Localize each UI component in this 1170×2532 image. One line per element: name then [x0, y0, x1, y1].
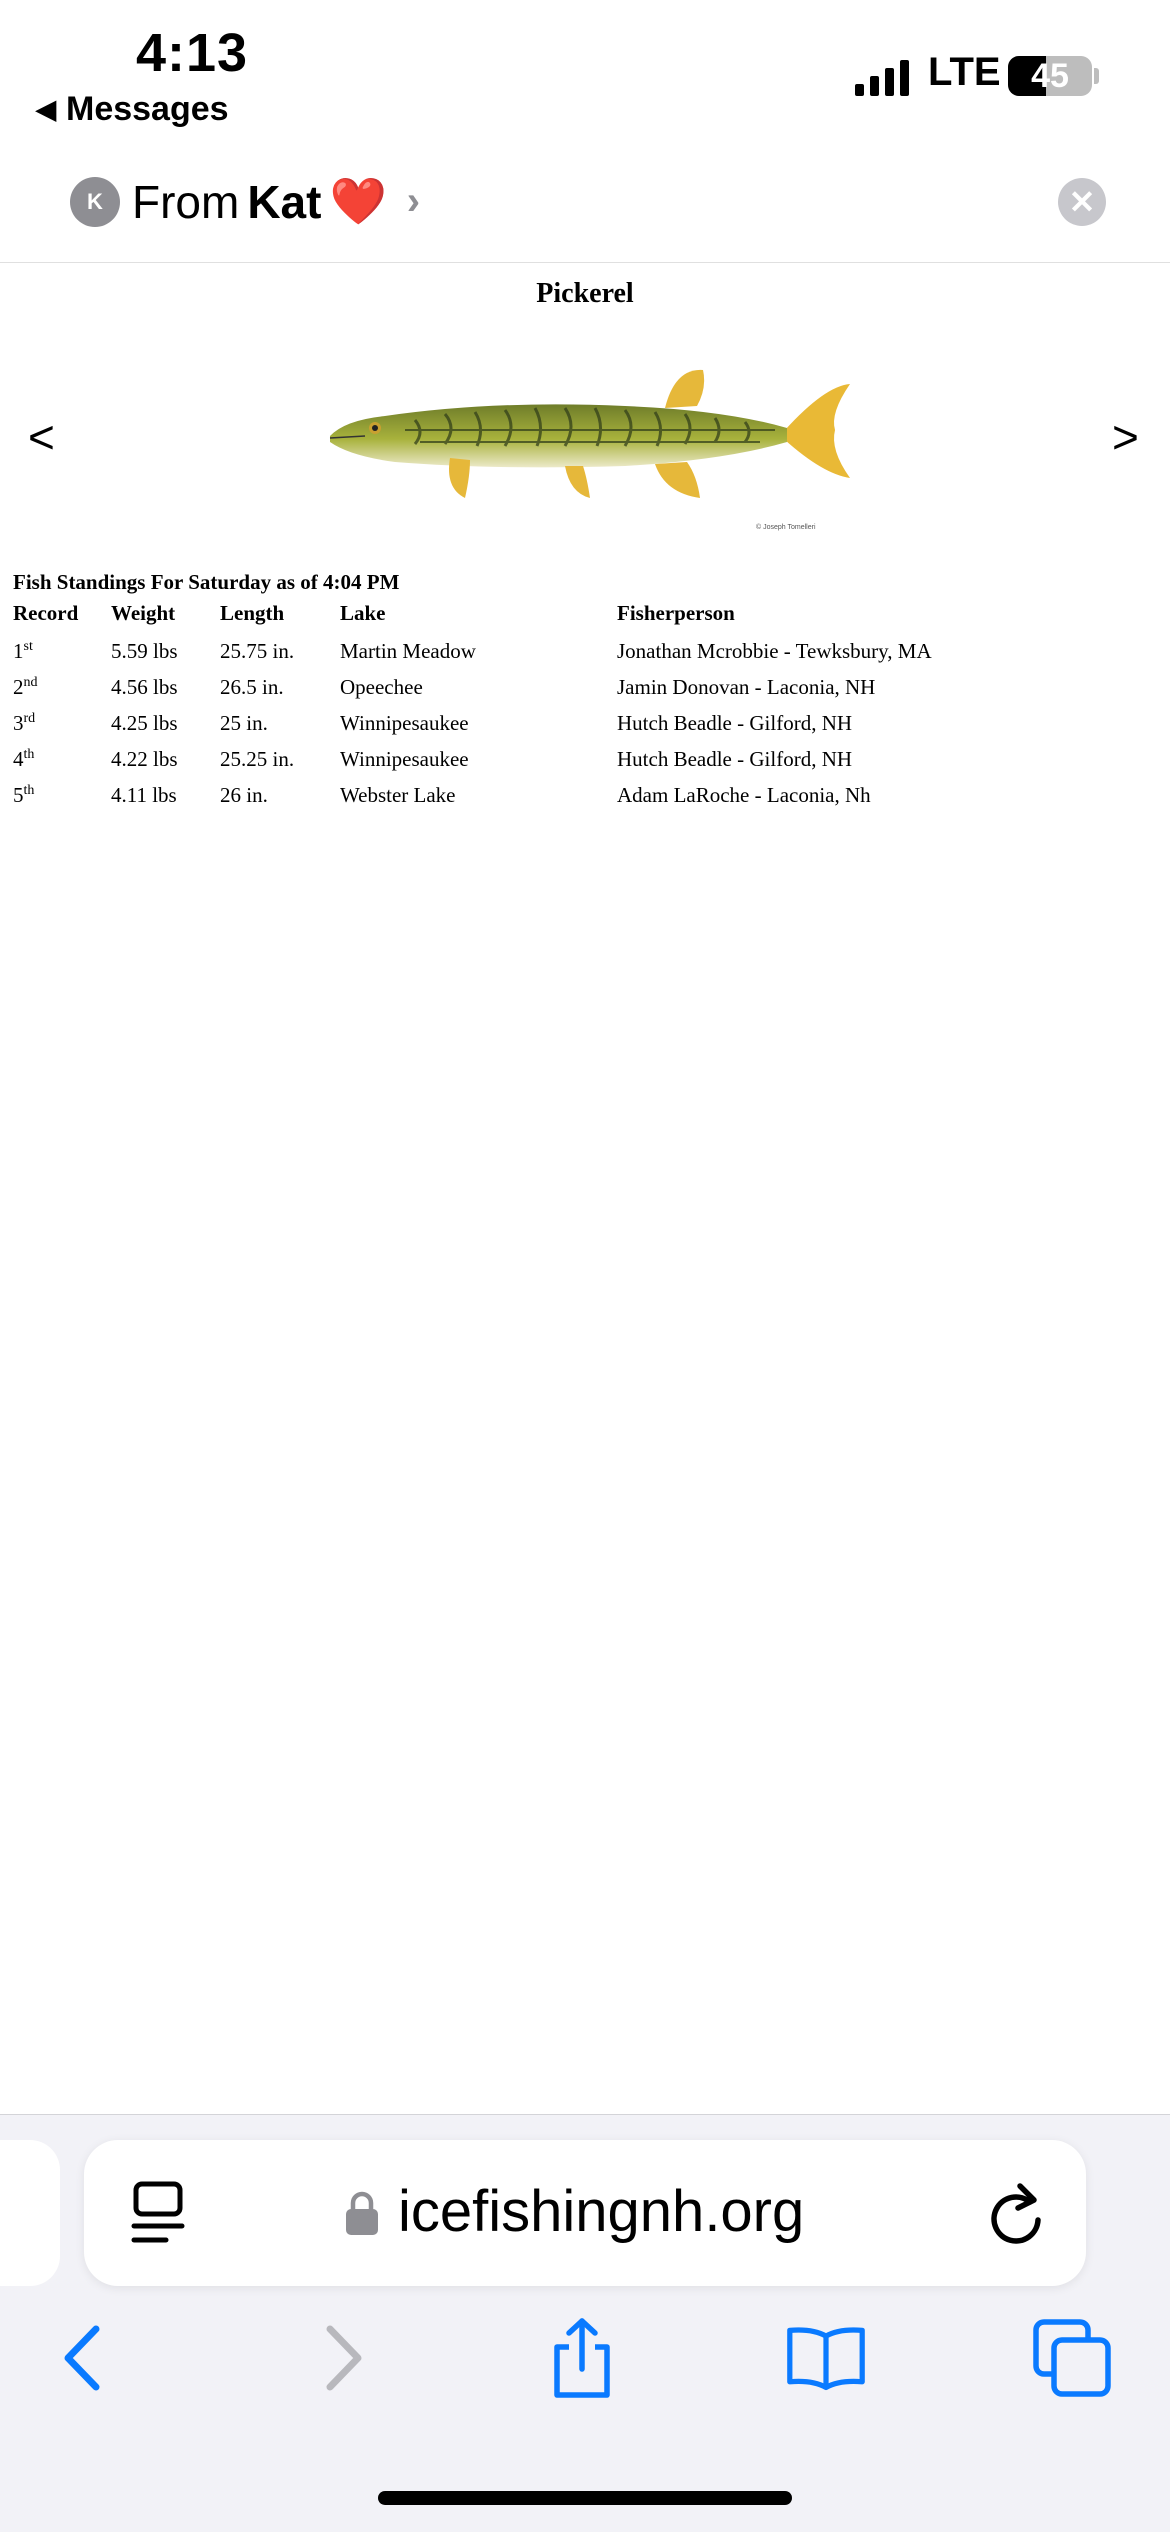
back-label: Messages: [66, 90, 229, 128]
tabs-button[interactable]: [1032, 2318, 1112, 2398]
column-header: Length: [220, 601, 285, 625]
lake-cell: Opeechee: [340, 675, 423, 699]
book-icon: [786, 2323, 866, 2393]
battery-cap: [1094, 68, 1099, 84]
weight-cell: 4.22 lbs: [111, 747, 178, 771]
from-name: Kat: [247, 175, 322, 228]
lake-cell: Martin Meadow: [340, 639, 476, 663]
back-to-messages-button[interactable]: [36, 90, 229, 129]
shared-from-link[interactable]: [132, 174, 420, 229]
column-header: Lake: [340, 601, 386, 625]
battery-percent: 45: [1031, 57, 1069, 95]
table-row: [13, 778, 1017, 814]
heart-emoji: ❤️: [329, 175, 387, 227]
fisherperson-cell: Adam LaRoche - Laconia, Nh: [617, 783, 871, 807]
table-row: [13, 742, 1017, 778]
lake-cell: Winnipesaukee: [340, 711, 469, 735]
status-time: 4:13: [136, 23, 249, 83]
bookmarks-button[interactable]: [786, 2318, 866, 2398]
url-text[interactable]: icefishingnh.org: [398, 2179, 805, 2244]
share-button[interactable]: [542, 2318, 622, 2398]
reload-icon[interactable]: [984, 2180, 1046, 2246]
forward-button[interactable]: [300, 2318, 380, 2398]
network-type: LTE: [928, 50, 1001, 94]
from-prefix: From: [132, 175, 240, 228]
cellular-signal-icon: [855, 58, 909, 96]
weight-cell: 4.56 lbs: [111, 675, 178, 699]
length-cell: 25.75 in.: [220, 639, 295, 663]
record-cell: 5th: [13, 783, 35, 807]
avatar[interactable]: K: [70, 177, 120, 227]
back-triangle-icon: ◀: [36, 94, 56, 124]
lake-cell: Winnipesaukee: [340, 747, 469, 771]
table-row: [13, 706, 1017, 742]
length-cell: 26.5 in.: [220, 675, 284, 699]
fish-standings: [13, 570, 1017, 814]
home-indicator: [378, 2491, 792, 2505]
header-divider: [0, 262, 1170, 263]
record-cell: 4th: [13, 747, 35, 771]
column-header: Fisherperson: [617, 601, 735, 625]
standings-heading: Fish Standings For Saturday as of 4:04 PM: [13, 570, 400, 594]
record-cell: 1st: [13, 639, 33, 663]
tabs-icon: [1032, 2318, 1112, 2398]
fisherperson-cell: Jamin Donovan - Laconia, NH: [617, 675, 876, 699]
pickerel-fish-image: [325, 358, 855, 508]
fisherperson-cell: Hutch Beadle - Gilford, NH: [617, 711, 853, 735]
page-title: Pickerel: [536, 278, 634, 309]
length-cell: 25 in.: [220, 711, 268, 735]
length-cell: 26 in.: [220, 783, 268, 807]
back-button[interactable]: [46, 2318, 126, 2398]
previous-fish-link[interactable]: <: [28, 411, 55, 463]
share-icon: [547, 2317, 617, 2399]
next-fish-link[interactable]: >: [1112, 411, 1139, 463]
record-cell: 3rd: [13, 711, 36, 735]
close-icon: ✕: [1068, 184, 1096, 220]
column-header: Record: [13, 601, 79, 625]
page-menu-icon[interactable]: [130, 2180, 186, 2246]
standings-table: [13, 601, 1017, 814]
lake-cell: Webster Lake: [340, 783, 456, 807]
record-cell: 2nd: [13, 675, 38, 699]
table-row: [13, 634, 1017, 670]
table-header-row: [13, 601, 1017, 634]
fisherperson-cell: Jonathan Mcrobbie - Tewksbury, MA: [617, 639, 932, 663]
table-row: [13, 670, 1017, 706]
previous-tab-preview[interactable]: [0, 2140, 60, 2286]
fisherperson-cell: Hutch Beadle - Gilford, NH: [617, 747, 853, 771]
chevron-right-icon: ›: [406, 179, 421, 223]
weight-cell: 5.59 lbs: [111, 639, 178, 663]
column-header: Weight: [111, 601, 176, 625]
weight-cell: 4.25 lbs: [111, 711, 178, 735]
battery-icon: [1008, 56, 1092, 96]
image-credit: © Joseph Tomelleri: [756, 524, 816, 531]
lock-icon: [344, 2190, 380, 2236]
chevron-right-icon: [310, 2323, 370, 2393]
length-cell: 25.25 in.: [220, 747, 295, 771]
chevron-left-icon: [56, 2323, 116, 2393]
weight-cell: 4.11 lbs: [111, 783, 177, 807]
close-button[interactable]: [1058, 178, 1106, 226]
